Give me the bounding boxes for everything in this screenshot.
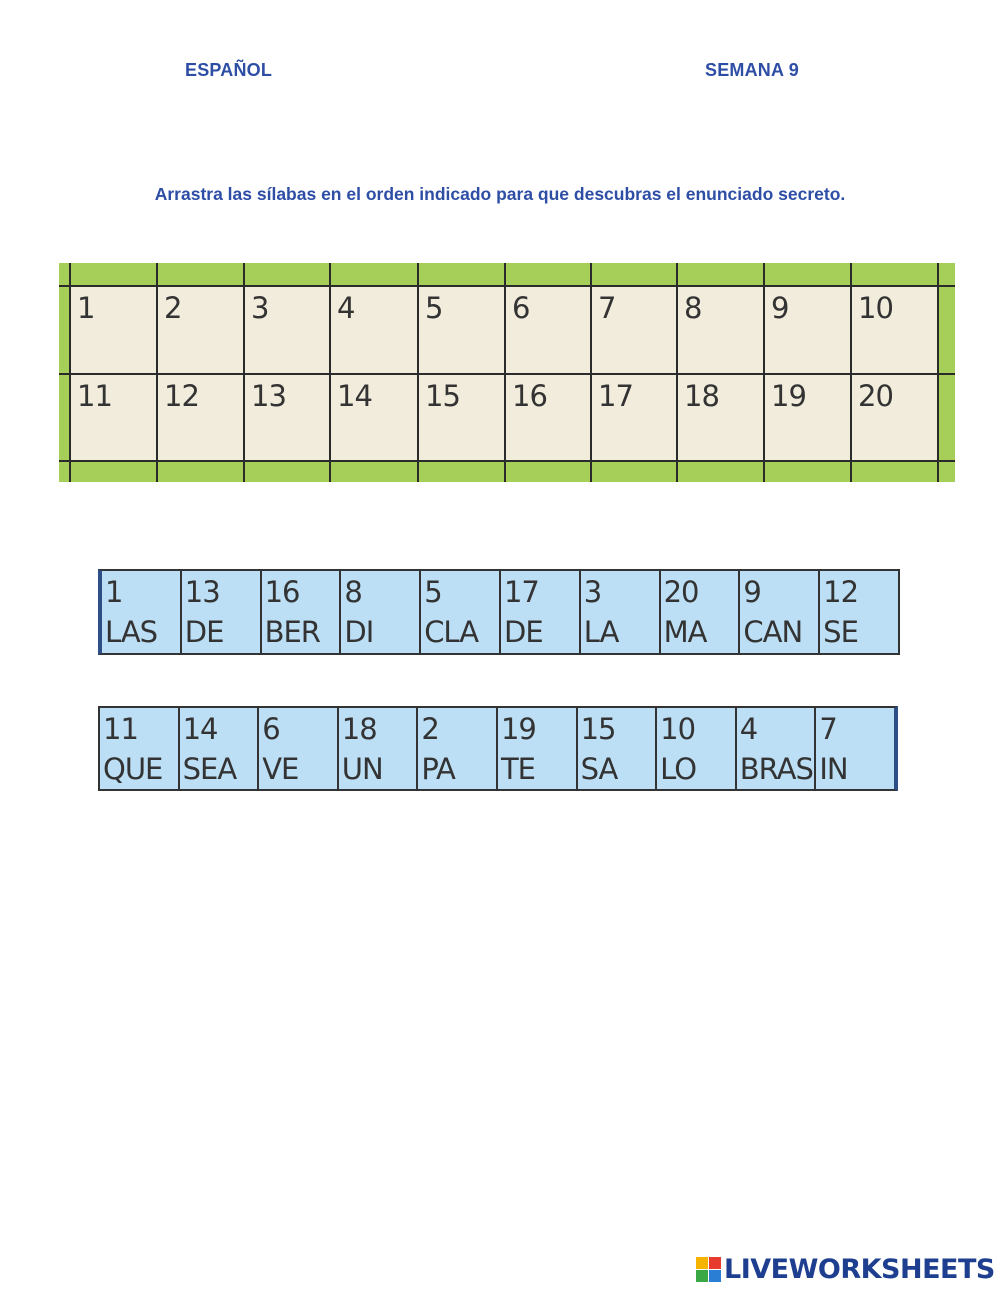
slot-input[interactable] <box>425 349 489 371</box>
syllable-number: 14 <box>182 712 218 746</box>
instruction-text: Arrastra las sílabas en el orden indicado para que descubras el enunciado secreto. <box>154 184 846 204</box>
slot-number: 5 <box>425 291 443 325</box>
syllable-tile[interactable] <box>820 571 898 653</box>
syllable-text: SA <box>580 752 618 786</box>
slot-input[interactable] <box>251 436 315 458</box>
syllable-strip-2 <box>98 706 898 791</box>
slot-number: 19 <box>771 379 806 413</box>
slot-number: 14 <box>337 379 372 413</box>
syllable-number: 13 <box>184 575 220 609</box>
syllable-text: LO <box>660 752 697 786</box>
syllable-text: VE <box>262 752 299 786</box>
slot-input[interactable] <box>771 436 835 458</box>
answer-slot-3[interactable] <box>245 287 329 373</box>
syllable-tile[interactable] <box>418 708 498 789</box>
answer-slot-1[interactable] <box>71 287 156 373</box>
syllable-number: 6 <box>262 712 280 746</box>
syllable-text: IN <box>819 752 848 786</box>
syllable-tile[interactable] <box>262 571 342 653</box>
slot-input[interactable] <box>512 349 576 371</box>
syllable-text: BER <box>264 615 320 649</box>
answer-slot-19[interactable] <box>765 375 850 460</box>
slot-input[interactable] <box>512 436 576 458</box>
syllable-text: UN <box>341 752 383 786</box>
answer-slot-11[interactable] <box>71 375 156 460</box>
syllable-tile[interactable] <box>661 571 741 653</box>
syllable-number: 20 <box>663 575 699 609</box>
answer-slot-13[interactable] <box>245 375 329 460</box>
syllable-text: BRAS <box>739 752 813 786</box>
syllable-text: LA <box>583 615 619 649</box>
logo-text: LIVEWORKSHEETS <box>724 1254 995 1285</box>
slot-input[interactable] <box>858 436 922 458</box>
slot-number: 15 <box>425 379 460 413</box>
syllable-tile[interactable] <box>498 708 578 789</box>
syllable-tile[interactable] <box>259 708 339 789</box>
slot-number: 10 <box>858 291 893 325</box>
answer-slot-16[interactable] <box>506 375 590 460</box>
slot-number: 3 <box>251 291 269 325</box>
syllable-tile[interactable] <box>581 571 661 653</box>
syllable-number: 17 <box>503 575 539 609</box>
syllable-text: DI <box>344 615 374 649</box>
slot-number: 20 <box>858 379 893 413</box>
answer-slot-6[interactable] <box>506 287 590 373</box>
syllable-text: QUE <box>103 752 163 786</box>
syllable-number: 7 <box>819 712 837 746</box>
slot-number: 4 <box>337 291 355 325</box>
slot-input[interactable] <box>598 349 662 371</box>
liveworksheets-logo[interactable] <box>696 1254 995 1285</box>
answer-slot-10[interactable] <box>852 287 937 373</box>
answer-slot-12[interactable] <box>158 375 243 460</box>
syllable-text: CAN <box>743 615 803 649</box>
syllable-number: 10 <box>660 712 696 746</box>
answer-slot-5[interactable] <box>419 287 504 373</box>
syllable-number: 4 <box>739 712 758 746</box>
syllable-tile[interactable] <box>737 708 817 789</box>
syllable-text: LAS <box>105 615 158 649</box>
syllable-strip-1 <box>98 569 900 655</box>
slot-number: 9 <box>771 291 789 325</box>
syllable-number: 9 <box>743 575 761 609</box>
syllable-tile[interactable] <box>339 708 419 789</box>
syllable-number: 15 <box>580 712 616 746</box>
slot-number: 7 <box>598 291 616 325</box>
slot-input[interactable] <box>684 436 748 458</box>
syllable-number: 18 <box>341 712 377 746</box>
slot-input[interactable] <box>337 349 401 371</box>
answer-slot-14[interactable] <box>331 375 417 460</box>
slot-number: 17 <box>598 379 633 413</box>
syllable-number: 12 <box>823 575 859 609</box>
slot-input[interactable] <box>164 436 228 458</box>
syllable-text: TE <box>500 752 536 786</box>
slot-number: 12 <box>164 379 199 413</box>
answer-slot-8[interactable] <box>678 287 763 373</box>
syllable-tile[interactable] <box>578 708 658 789</box>
answer-slot-4[interactable] <box>331 287 417 373</box>
slot-number: 6 <box>512 291 530 325</box>
syllable-tile[interactable] <box>740 571 820 653</box>
syllable-text: PA <box>421 752 455 786</box>
slot-input[interactable] <box>77 436 141 458</box>
slot-number: 18 <box>684 379 719 413</box>
slot-number: 11 <box>77 379 112 413</box>
syllable-text: MA <box>663 615 707 649</box>
syllable-number: 1 <box>105 575 123 609</box>
logo-block <box>709 1270 721 1282</box>
slot-number: 16 <box>512 379 547 413</box>
slot-input[interactable] <box>164 349 228 371</box>
slot-input[interactable] <box>598 436 662 458</box>
syllable-number: 2 <box>421 712 439 746</box>
syllable-text: CLA <box>424 615 479 649</box>
answer-slot-18[interactable] <box>678 375 763 460</box>
slot-input[interactable] <box>425 436 489 458</box>
slot-input[interactable] <box>771 349 835 371</box>
slot-number: 1 <box>77 291 95 325</box>
syllable-text: SEA <box>182 752 237 786</box>
syllable-tile[interactable] <box>501 571 581 653</box>
answer-grid <box>59 263 955 482</box>
answer-slot-20[interactable] <box>852 375 937 460</box>
syllable-number: 3 <box>583 575 602 609</box>
slot-number: 2 <box>164 291 182 325</box>
answer-slot-15[interactable] <box>419 375 504 460</box>
slot-number: 13 <box>251 379 286 413</box>
logo-block <box>696 1270 708 1282</box>
answer-slot-7[interactable] <box>592 287 676 373</box>
slot-input[interactable] <box>684 349 748 371</box>
answer-slot-2[interactable] <box>158 287 243 373</box>
slot-input[interactable] <box>77 349 141 371</box>
logo-icon <box>696 1257 721 1282</box>
syllable-text: SE <box>823 615 858 649</box>
syllable-number: 19 <box>500 712 536 746</box>
syllable-text: DE <box>503 615 543 649</box>
syllable-number: 11 <box>103 712 138 746</box>
syllable-tile[interactable] <box>657 708 737 789</box>
logo-block <box>709 1257 721 1269</box>
syllable-number: 16 <box>264 575 300 609</box>
subject-title: ESPAÑOL <box>185 60 273 80</box>
syllable-tile[interactable] <box>180 708 260 789</box>
week-title: SEMANA 9 <box>705 60 799 80</box>
slot-input[interactable] <box>337 436 401 458</box>
answer-slot-17[interactable] <box>592 375 676 460</box>
logo-block <box>696 1257 708 1269</box>
syllable-number: 8 <box>344 575 362 609</box>
slot-input[interactable] <box>858 349 922 371</box>
syllable-text: DE <box>184 615 224 649</box>
syllable-tile[interactable] <box>341 571 421 653</box>
syllable-tile[interactable] <box>421 571 501 653</box>
syllable-tile[interactable] <box>816 708 894 789</box>
syllable-tile[interactable] <box>102 571 182 653</box>
syllable-tile[interactable] <box>182 571 262 653</box>
slot-number: 8 <box>684 291 702 325</box>
grid-line <box>59 460 955 462</box>
slot-input[interactable] <box>251 349 315 371</box>
syllable-number: 5 <box>424 575 442 609</box>
answer-slot-9[interactable] <box>765 287 850 373</box>
syllable-tile[interactable] <box>100 708 180 789</box>
